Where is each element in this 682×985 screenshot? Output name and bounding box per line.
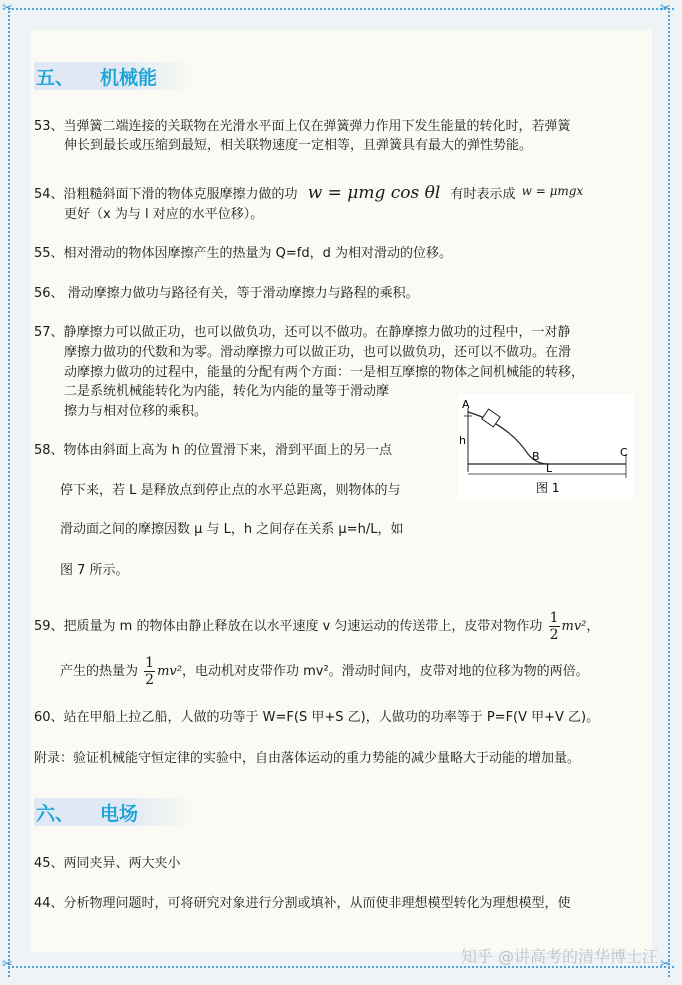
kinetic-term: mv²: [157, 664, 182, 679]
item-54-text-mid: 有时表示成: [450, 187, 516, 202]
section-heading-mechanical-energy: [34, 62, 194, 90]
item-59-line1: [34, 610, 599, 643]
fraction-half: [144, 655, 155, 688]
fraction-denominator: 2: [549, 627, 559, 643]
item-58-line3: 滑动面之间的摩擦因数 μ 与 L，h 之间存在关系 μ=h/L，如: [60, 522, 404, 537]
top-dotted-border: [8, 8, 674, 10]
item-44: 44、分析物理问题时，可将研究对象进行分割或填补，从而使非理想模型转化为理想模型，使: [34, 896, 571, 911]
item-59-heat-text: 产生的热量为: [60, 664, 139, 679]
item-60: 60、站在甲船上拉乙船，人做的功等于 W=F(S 甲+S 乙)，人做功的功率等于 P=F(V 甲+V 乙)。: [34, 710, 600, 725]
figure-label-a: A: [462, 398, 470, 411]
fraction-half: [549, 610, 560, 643]
friction-work-formula-horizontal: w = μmgx: [521, 184, 584, 198]
item-58-line2: 停下来，若 L 是释放点到停止点的水平总距离，则物体的与: [60, 483, 401, 498]
item-54-line2: 更好（x 为与 l 对应的水平位移）。: [64, 207, 264, 222]
incline-diagram: [458, 394, 634, 500]
figure-label-l: L: [546, 462, 553, 475]
item-57-line3: 动摩擦力做功的过程中，能量的分配有两个方面：一是相互摩擦的物体之间机械能的转移，: [64, 365, 585, 380]
scissor-icon: ✂: [2, 957, 13, 972]
item-53-line2: 伸长到最长或压缩到最短，相关联物速度一定相等，且弹簧具有最大的弹性势能。: [64, 138, 533, 153]
figure-label-c: C: [620, 446, 628, 459]
fraction-numerator: 1: [145, 655, 155, 671]
item-58-line4: 图 7 所示。: [60, 563, 129, 578]
fraction-numerator: 1: [549, 610, 559, 626]
item-45: 45、两同夹异、两大夹小: [34, 856, 181, 871]
item-59-rest: ，电动机对皮带作功 mv²。滑动时间内，皮带对地的位移为物的两倍。: [181, 664, 589, 679]
item-54-text: 54、沿粗糙斜面下滑的物体克服摩擦力做的功: [34, 187, 298, 202]
item-58-line1: 58、物体由斜面上高为 h 的位置滑下来，滑到平面上的另一点: [34, 443, 393, 458]
item-59-comma: ，: [586, 619, 600, 634]
item-57-line1: 57、静摩擦力可以做正功，也可以做负功，还可以不做功。在静摩擦力做功的过程中，一对静: [34, 325, 571, 340]
left-dotted-border: [8, 8, 10, 977]
section-title: 电场: [100, 802, 139, 825]
item-57-line4: 二是系统机械能转化为内能，转化为内能的量等于滑动摩: [64, 384, 390, 399]
friction-work-formula: w = μmg cos θl: [307, 183, 441, 203]
scissor-icon: ✂: [2, 1, 13, 16]
fraction-denominator: 2: [145, 672, 155, 688]
right-dotted-border: [668, 8, 670, 977]
figure-caption: 图 1: [536, 481, 560, 495]
section-number: 六、: [36, 802, 75, 825]
item-57-line2: 摩擦力做功的代数和为零。滑动摩擦力可以做正功，也可以做负功，还可以不做功。在滑: [64, 345, 572, 360]
section-title: 机械能: [100, 66, 158, 89]
figure-label-h: h: [459, 434, 466, 447]
item-59-text: 59、把质量为 m 的物体由静止释放在以水平速度 v 匀速运动的传送带上，皮带对物作功: [34, 619, 543, 634]
section-heading-electric-field: [34, 798, 194, 826]
scissor-icon: ✂: [660, 1, 671, 16]
item-56: 56、 滑动摩擦力做功与路径有关，等于滑动摩擦力与路程的乘积。: [34, 286, 419, 301]
item-57-line5: 擦力与相对位移的乘积。: [64, 404, 208, 419]
kinetic-term: mv²: [561, 619, 587, 634]
item-59-line2: [60, 655, 589, 688]
item-55: 55、相对滑动的物体因摩擦产生的热量为 Q=fd，d 为相对滑动的位移。: [34, 246, 453, 261]
item-54-line1: [34, 180, 583, 206]
appendix-note: 附录：验证机械能守恒定律的实验中，自由落体运动的重力势能的减少量略大于动能的增加量。: [34, 751, 581, 766]
scissor-icon: ✂: [660, 957, 671, 972]
section-number: 五、: [36, 66, 75, 89]
item-53-line1: 53、当弹簧二端连接的关联物在光滑水平面上仅在弹簧弹力作用下发生能量的转化时，若弹簧: [34, 119, 571, 134]
incline-figure: [458, 394, 634, 500]
figure-label-b: B: [532, 450, 540, 463]
zhihu-watermark: 知乎 @讲高考的清华博士汪: [460, 947, 658, 966]
